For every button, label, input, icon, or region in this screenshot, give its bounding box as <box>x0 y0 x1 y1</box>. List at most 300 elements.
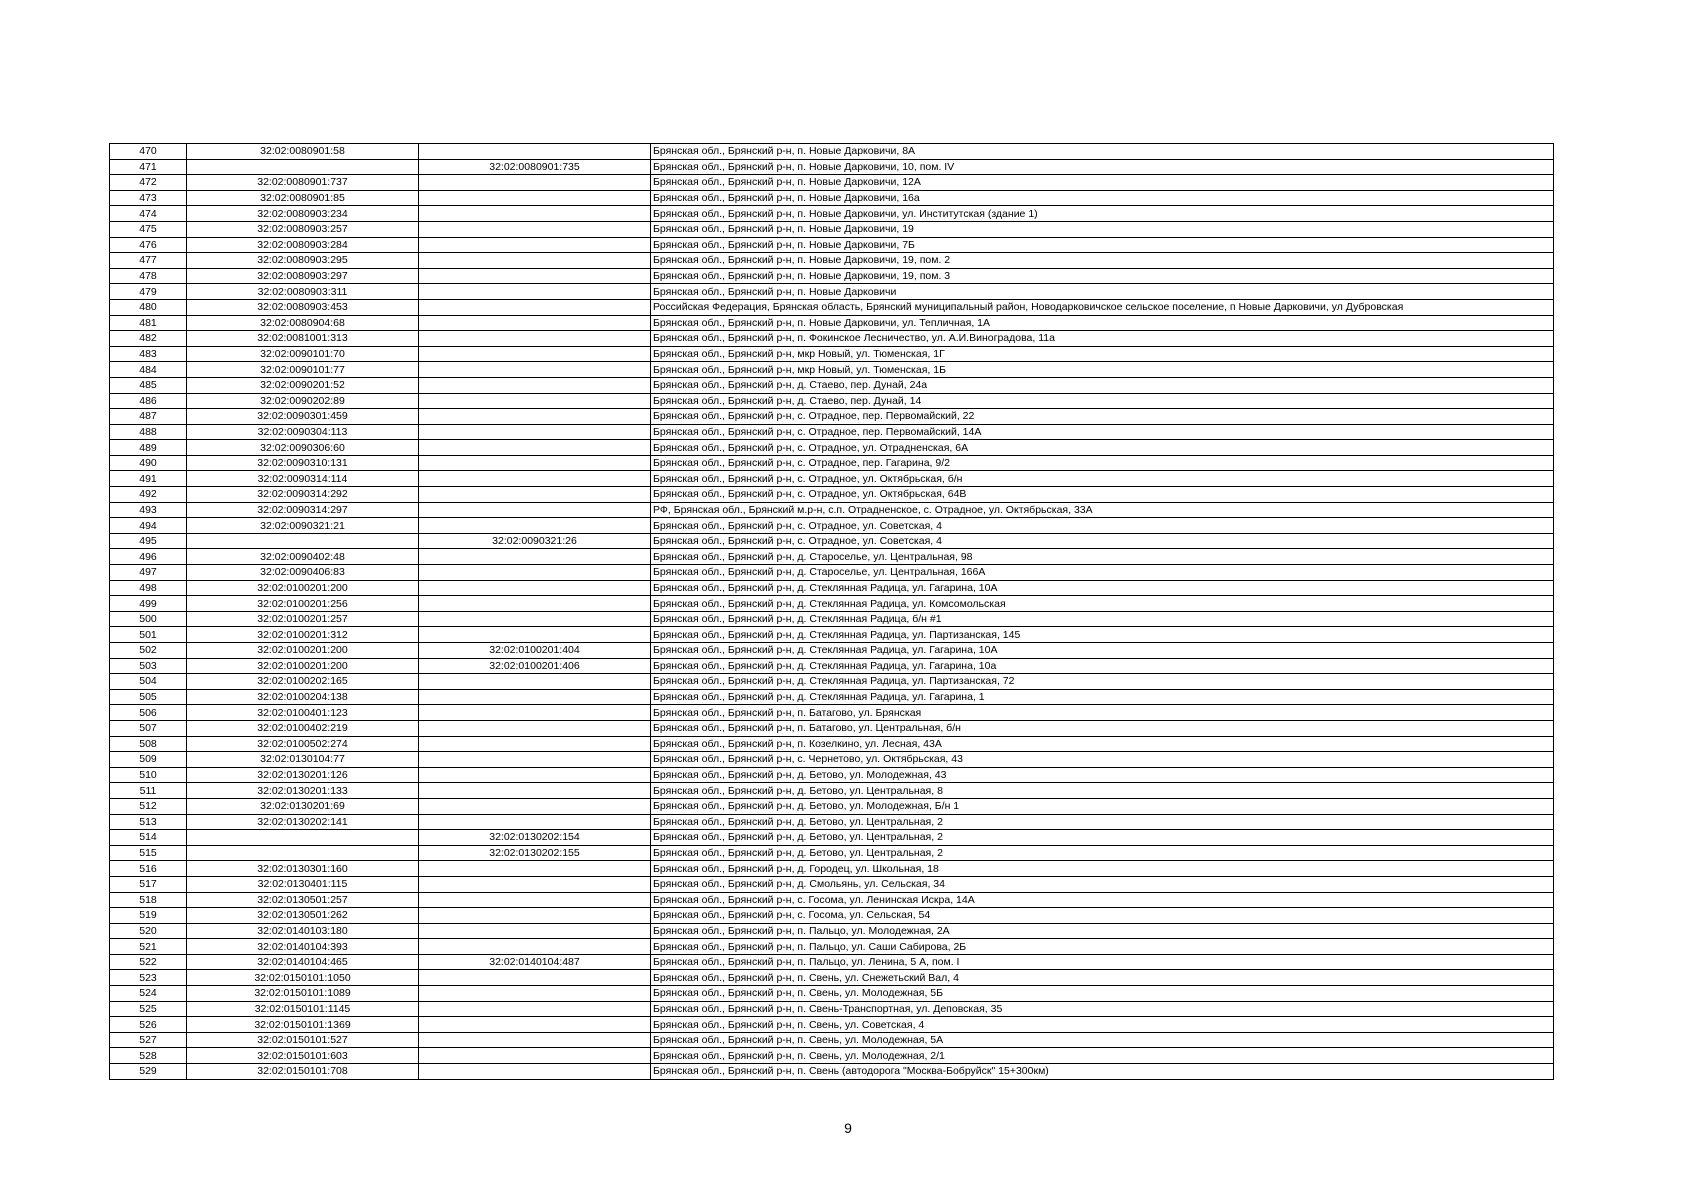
cadastral-number-cell: 32:02:0090202:89 <box>187 393 419 409</box>
cadastral-number-cell <box>187 845 419 861</box>
row-number-cell: 479 <box>110 284 187 300</box>
linked-cadastral-number-cell <box>419 1064 651 1080</box>
cadastral-number-cell: 32:02:0080903:311 <box>187 284 419 300</box>
row-number-cell: 503 <box>110 658 187 674</box>
table-row <box>110 643 1554 659</box>
cadastral-number-cell: 32:02:0080901:58 <box>187 144 419 160</box>
address-cell: Брянская обл., Брянский р-н, д. Бетово, ул. Молодежная, 43 <box>651 767 1554 783</box>
linked-cadastral-number-cell <box>419 1001 651 1017</box>
address-cell: Брянская обл., Брянский р-н, с. Отрадное, пер. Гагарина, 9/2 <box>651 455 1554 471</box>
row-number-cell: 485 <box>110 377 187 393</box>
table-row <box>110 268 1554 284</box>
table-row <box>110 331 1554 347</box>
table-row <box>110 674 1554 690</box>
address-cell: Брянская обл., Брянский р-н, д. Бетово, ул. Центральная, 2 <box>651 830 1554 846</box>
row-number-cell: 514 <box>110 830 187 846</box>
table-row <box>110 487 1554 503</box>
cadastral-number-cell: 32:02:0100201:257 <box>187 611 419 627</box>
table-row <box>110 736 1554 752</box>
cadastral-number-cell: 32:02:0100201:200 <box>187 643 419 659</box>
address-cell: Брянская обл., Брянский р-н, п. Новые Дарковичи, ул. Институтская (здание 1) <box>651 206 1554 222</box>
table-row <box>110 253 1554 269</box>
row-number-cell: 504 <box>110 674 187 690</box>
address-cell: Брянская обл., Брянский р-н, с. Отрадное, ул. Отрадненская, 6А <box>651 440 1554 456</box>
address-cell: Брянская обл., Брянский р-н, д. Бетово, ул. Молодежная, Б/н 1 <box>651 798 1554 814</box>
table-row <box>110 845 1554 861</box>
address-cell: Брянская обл., Брянский р-н, п. Новые Дарковичи, 8А <box>651 144 1554 160</box>
address-cell: Брянская обл., Брянский р-н, п. Свень (автодорога "Москва-Бобруйск" 15+300км) <box>651 1064 1554 1080</box>
table-row <box>110 752 1554 768</box>
row-number-cell: 498 <box>110 580 187 596</box>
table-row <box>110 876 1554 892</box>
linked-cadastral-number-cell <box>419 908 651 924</box>
row-number-cell: 476 <box>110 237 187 253</box>
row-number-cell: 482 <box>110 331 187 347</box>
address-cell: Брянская обл., Брянский р-н, п. Пальцо, ул. Саши Сабирова, 2Б <box>651 939 1554 955</box>
cadastral-number-cell: 32:02:0090101:70 <box>187 346 419 362</box>
cadastral-number-cell: 32:02:0100202:165 <box>187 674 419 690</box>
linked-cadastral-number-cell <box>419 736 651 752</box>
address-cell: Брянская обл., Брянский р-н, п. Новые Дарковичи, 12А <box>651 175 1554 191</box>
linked-cadastral-number-cell <box>419 409 651 425</box>
address-cell: Брянская обл., Брянский р-н, д. Староселье, ул. Центральная, 98 <box>651 549 1554 565</box>
linked-cadastral-number-cell <box>419 720 651 736</box>
address-cell: Брянская обл., Брянский р-н, д. Стеклянная Радица, ул. Гагарина, 1 <box>651 689 1554 705</box>
cadastral-number-cell: 32:02:0090406:83 <box>187 565 419 581</box>
table-row <box>110 689 1554 705</box>
table-row <box>110 221 1554 237</box>
cadastral-number-cell: 32:02:0080903:257 <box>187 221 419 237</box>
table-row <box>110 908 1554 924</box>
linked-cadastral-number-cell <box>419 674 651 690</box>
address-cell: Брянская обл., Брянский р-н, с. Отрадное, ул. Октябрьская, б/н <box>651 471 1554 487</box>
linked-cadastral-number-cell <box>419 471 651 487</box>
cadastral-number-cell: 32:02:0130301:160 <box>187 861 419 877</box>
address-cell: Брянская обл., Брянский р-н, п. Пальцо, ул. Молодежная, 2А <box>651 923 1554 939</box>
address-cell: Брянская обл., Брянский р-н, с. Отрадное, пер. Первомайский, 22 <box>651 409 1554 425</box>
table-row <box>110 299 1554 315</box>
table-row <box>110 346 1554 362</box>
row-number-cell: 517 <box>110 876 187 892</box>
linked-cadastral-number-cell <box>419 1017 651 1033</box>
row-number-cell: 525 <box>110 1001 187 1017</box>
linked-cadastral-number-cell <box>419 377 651 393</box>
table-row <box>110 892 1554 908</box>
table-row <box>110 455 1554 471</box>
linked-cadastral-number-cell <box>419 861 651 877</box>
linked-cadastral-number-cell <box>419 565 651 581</box>
linked-cadastral-number-cell <box>419 752 651 768</box>
cadastral-number-cell <box>187 830 419 846</box>
row-number-cell: 489 <box>110 440 187 456</box>
address-cell: РФ, Брянская обл., Брянский м.р-н, с.п. Отрадненское, с. Отрадное, ул. Октябрьская, 33А <box>651 502 1554 518</box>
row-number-cell: 522 <box>110 954 187 970</box>
address-cell: Брянская обл., Брянский р-н, с. Отрадное, ул. Октябрьская, 64В <box>651 487 1554 503</box>
table-row <box>110 533 1554 549</box>
address-cell: Брянская обл., Брянский р-н, п. Новые Дарковичи, 10, пом. IV <box>651 159 1554 175</box>
cadastral-number-cell: 32:02:0130201:69 <box>187 798 419 814</box>
address-cell: Брянская обл., Брянский р-н, д. Бетово, ул. Центральная, 2 <box>651 845 1554 861</box>
address-cell: Брянская обл., Брянский р-н, д. Стеклянная Радица, ул. Партизанская, 72 <box>651 674 1554 690</box>
cadastral-number-cell: 32:02:0140103:180 <box>187 923 419 939</box>
address-cell: Брянская обл., Брянский р-н, п. Новые Дарковичи, 19, пом. 3 <box>651 268 1554 284</box>
row-number-cell: 527 <box>110 1032 187 1048</box>
table-row <box>110 237 1554 253</box>
linked-cadastral-number-cell: 32:02:0100201:406 <box>419 658 651 674</box>
address-cell: Брянская обл., Брянский р-н, п. Свень-Транспортная, ул. Деповская, 35 <box>651 1001 1554 1017</box>
table-row <box>110 798 1554 814</box>
table-row <box>110 954 1554 970</box>
linked-cadastral-number-cell <box>419 440 651 456</box>
row-number-cell: 491 <box>110 471 187 487</box>
linked-cadastral-number-cell <box>419 876 651 892</box>
table-row <box>110 970 1554 986</box>
address-cell: Брянская обл., Брянский р-н, с. Отрадное, ул. Советская, 4 <box>651 518 1554 534</box>
address-cell: Брянская обл., Брянский р-н, п. Пальцо, ул. Ленина, 5 А, пом. I <box>651 954 1554 970</box>
table-row <box>110 861 1554 877</box>
row-number-cell: 518 <box>110 892 187 908</box>
linked-cadastral-number-cell <box>419 190 651 206</box>
cadastral-number-cell: 32:02:0130202:141 <box>187 814 419 830</box>
cadastral-number-cell: 32:02:0090310:131 <box>187 455 419 471</box>
row-number-cell: 494 <box>110 518 187 534</box>
cadastral-number-cell: 32:02:0100402:219 <box>187 720 419 736</box>
address-cell: Брянская обл., Брянский р-н, п. Свень, ул. Молодежная, 5А <box>651 1032 1554 1048</box>
cadastral-number-cell: 32:02:0130501:257 <box>187 892 419 908</box>
address-cell: Брянская обл., Брянский р-н, д. Стаево, пер. Дунай, 14 <box>651 393 1554 409</box>
table-row <box>110 471 1554 487</box>
linked-cadastral-number-cell: 32:02:0100201:404 <box>419 643 651 659</box>
cadastral-number-cell: 32:02:0090306:60 <box>187 440 419 456</box>
table-row <box>110 814 1554 830</box>
table-row <box>110 1064 1554 1080</box>
address-cell: Брянская обл., Брянский р-н, п. Свень, ул. Молодежная, 2/1 <box>651 1048 1554 1064</box>
address-cell: Брянская обл., Брянский р-н, п. Козелкино, ул. Лесная, 43А <box>651 736 1554 752</box>
cadastral-number-cell: 32:02:0150101:527 <box>187 1032 419 1048</box>
table-row <box>110 783 1554 799</box>
row-number-cell: 515 <box>110 845 187 861</box>
cadastral-number-cell: 32:02:0100201:256 <box>187 596 419 612</box>
row-number-cell: 487 <box>110 409 187 425</box>
row-number-cell: 474 <box>110 206 187 222</box>
address-cell: Брянская обл., Брянский р-н, д. Городец, ул. Школьная, 18 <box>651 861 1554 877</box>
linked-cadastral-number-cell <box>419 1048 651 1064</box>
address-cell: Российская Федерация, Брянская область, Брянский муниципальный район, Новодарковичское сельское поселение, п Новые Дарковичи, ул Дубровская <box>651 299 1554 315</box>
linked-cadastral-number-cell <box>419 502 651 518</box>
row-number-cell: 501 <box>110 627 187 643</box>
address-cell: Брянская обл., Брянский р-н, д. Смольянь, ул. Сельская, 34 <box>651 876 1554 892</box>
cadastral-number-cell: 32:02:0080903:284 <box>187 237 419 253</box>
table-row <box>110 986 1554 1002</box>
address-cell: Брянская обл., Брянский р-н, д. Стеклянная Радица, б/н #1 <box>651 611 1554 627</box>
table-row <box>110 206 1554 222</box>
cadastral-number-cell: 32:02:0080904:68 <box>187 315 419 331</box>
cadastral-number-cell: 32:02:0140104:393 <box>187 939 419 955</box>
row-number-cell: 486 <box>110 393 187 409</box>
address-cell: Брянская обл., Брянский р-н, п. Новые Дарковичи, 19 <box>651 221 1554 237</box>
row-number-cell: 483 <box>110 346 187 362</box>
address-cell: Брянская обл., Брянский р-н, д. Бетово, ул. Центральная, 8 <box>651 783 1554 799</box>
linked-cadastral-number-cell <box>419 814 651 830</box>
linked-cadastral-number-cell <box>419 346 651 362</box>
row-number-cell: 523 <box>110 970 187 986</box>
row-number-cell: 524 <box>110 986 187 1002</box>
linked-cadastral-number-cell <box>419 487 651 503</box>
table-row <box>110 1048 1554 1064</box>
table-row <box>110 720 1554 736</box>
linked-cadastral-number-cell <box>419 518 651 534</box>
cadastral-number-cell: 32:02:0100204:138 <box>187 689 419 705</box>
cadastral-number-cell: 32:02:0150101:1089 <box>187 986 419 1002</box>
row-number-cell: 478 <box>110 268 187 284</box>
address-cell: Брянская обл., Брянский р-н, д. Стаево, пер. Дунай, 24а <box>651 377 1554 393</box>
address-cell: Брянская обл., Брянский р-н, мкр Новый, ул. Тюменская, 1Г <box>651 346 1554 362</box>
linked-cadastral-number-cell <box>419 424 651 440</box>
table-row <box>110 767 1554 783</box>
table-row <box>110 549 1554 565</box>
cadastral-number-cell: 32:02:0150101:1145 <box>187 1001 419 1017</box>
cadastral-number-cell: 32:02:0150101:1050 <box>187 970 419 986</box>
cadastral-number-cell: 32:02:0090321:21 <box>187 518 419 534</box>
row-number-cell: 508 <box>110 736 187 752</box>
cadastral-number-cell: 32:02:0100201:200 <box>187 658 419 674</box>
linked-cadastral-number-cell <box>419 362 651 378</box>
linked-cadastral-number-cell <box>419 611 651 627</box>
linked-cadastral-number-cell <box>419 175 651 191</box>
address-cell: Брянская обл., Брянский р-н, п. Новые Дарковичи, 19, пом. 2 <box>651 253 1554 269</box>
property-registry-table <box>109 143 1554 1080</box>
linked-cadastral-number-cell <box>419 455 651 471</box>
table-row <box>110 175 1554 191</box>
linked-cadastral-number-cell <box>419 596 651 612</box>
table-row <box>110 440 1554 456</box>
row-number-cell: 526 <box>110 1017 187 1033</box>
table-row <box>110 502 1554 518</box>
table-body <box>110 144 1554 1080</box>
table-row <box>110 580 1554 596</box>
table-row <box>110 159 1554 175</box>
cadastral-number-cell: 32:02:0080903:234 <box>187 206 419 222</box>
cadastral-number-cell: 32:02:0090314:292 <box>187 487 419 503</box>
row-number-cell: 511 <box>110 783 187 799</box>
table-row <box>110 424 1554 440</box>
cadastral-number-cell: 32:02:0130201:126 <box>187 767 419 783</box>
table-row <box>110 284 1554 300</box>
cadastral-number-cell: 32:02:0080903:453 <box>187 299 419 315</box>
document-page <box>109 143 1554 1080</box>
cadastral-number-cell <box>187 533 419 549</box>
linked-cadastral-number-cell <box>419 144 651 160</box>
row-number-cell: 513 <box>110 814 187 830</box>
linked-cadastral-number-cell <box>419 939 651 955</box>
cadastral-number-cell: 32:02:0130104:77 <box>187 752 419 768</box>
row-number-cell: 505 <box>110 689 187 705</box>
address-cell: Брянская обл., Брянский р-н, с. Госома, ул. Ленинская Искра, 14А <box>651 892 1554 908</box>
address-cell: Брянская обл., Брянский р-н, п. Новые Дарковичи, 16а <box>651 190 1554 206</box>
linked-cadastral-number-cell <box>419 237 651 253</box>
cadastral-number-cell: 32:02:0090314:114 <box>187 471 419 487</box>
row-number-cell: 480 <box>110 299 187 315</box>
address-cell: Брянская обл., Брянский р-н, п. Фокинское Лесничество, ул. А.И.Виноградова, 11а <box>651 331 1554 347</box>
cadastral-number-cell: 32:02:0100502:274 <box>187 736 419 752</box>
linked-cadastral-number-cell <box>419 783 651 799</box>
table-row <box>110 144 1554 160</box>
address-cell: Брянская обл., Брянский р-н, п. Батагово, ул. Центральная, б/н <box>651 720 1554 736</box>
row-number-cell: 510 <box>110 767 187 783</box>
cadastral-number-cell: 32:02:0150101:1369 <box>187 1017 419 1033</box>
table-row <box>110 315 1554 331</box>
linked-cadastral-number-cell: 32:02:0130202:154 <box>419 830 651 846</box>
cadastral-number-cell: 32:02:0100401:123 <box>187 705 419 721</box>
table-row <box>110 923 1554 939</box>
cadastral-number-cell: 32:02:0080901:85 <box>187 190 419 206</box>
table-row <box>110 627 1554 643</box>
cadastral-number-cell: 32:02:0090101:77 <box>187 362 419 378</box>
table-row <box>110 596 1554 612</box>
address-cell: Брянская обл., Брянский р-н, с. Отрадное, ул. Советская, 4 <box>651 533 1554 549</box>
row-number-cell: 519 <box>110 908 187 924</box>
linked-cadastral-number-cell <box>419 206 651 222</box>
row-number-cell: 500 <box>110 611 187 627</box>
row-number-cell: 472 <box>110 175 187 191</box>
linked-cadastral-number-cell <box>419 986 651 1002</box>
cadastral-number-cell: 32:02:0090304:113 <box>187 424 419 440</box>
row-number-cell: 490 <box>110 455 187 471</box>
linked-cadastral-number-cell <box>419 627 651 643</box>
row-number-cell: 502 <box>110 643 187 659</box>
linked-cadastral-number-cell <box>419 923 651 939</box>
row-number-cell: 473 <box>110 190 187 206</box>
cadastral-number-cell: 32:02:0090201:52 <box>187 377 419 393</box>
table-row <box>110 393 1554 409</box>
row-number-cell: 520 <box>110 923 187 939</box>
linked-cadastral-number-cell <box>419 331 651 347</box>
table-row <box>110 362 1554 378</box>
address-cell: Брянская обл., Брянский р-н, п. Свень, ул. Советская, 4 <box>651 1017 1554 1033</box>
cadastral-number-cell: 32:02:0100201:200 <box>187 580 419 596</box>
row-number-cell: 477 <box>110 253 187 269</box>
linked-cadastral-number-cell <box>419 315 651 331</box>
address-cell: Брянская обл., Брянский р-н, с. Отрадное, пер. Первомайский, 14А <box>651 424 1554 440</box>
linked-cadastral-number-cell <box>419 393 651 409</box>
address-cell: Брянская обл., Брянский р-н, с. Госома, ул. Сельская, 54 <box>651 908 1554 924</box>
row-number-cell: 507 <box>110 720 187 736</box>
table-row <box>110 1017 1554 1033</box>
linked-cadastral-number-cell: 32:02:0090321:26 <box>419 533 651 549</box>
linked-cadastral-number-cell <box>419 970 651 986</box>
cadastral-number-cell: 32:02:0130501:262 <box>187 908 419 924</box>
cadastral-number-cell: 32:02:0081001:313 <box>187 331 419 347</box>
cadastral-number-cell: 32:02:0090402:48 <box>187 549 419 565</box>
linked-cadastral-number-cell: 32:02:0080901:735 <box>419 159 651 175</box>
address-cell: Брянская обл., Брянский р-н, п. Новые Дарковичи <box>651 284 1554 300</box>
address-cell: Брянская обл., Брянский р-н, п. Батагово, ул. Брянская <box>651 705 1554 721</box>
linked-cadastral-number-cell <box>419 549 651 565</box>
row-number-cell: 471 <box>110 159 187 175</box>
row-number-cell: 528 <box>110 1048 187 1064</box>
table-row <box>110 565 1554 581</box>
linked-cadastral-number-cell: 32:02:0140104:487 <box>419 954 651 970</box>
linked-cadastral-number-cell <box>419 798 651 814</box>
address-cell: Брянская обл., Брянский р-н, д. Стеклянная Радица, ул. Партизанская, 145 <box>651 627 1554 643</box>
cadastral-number-cell: 32:02:0090314:297 <box>187 502 419 518</box>
address-cell: Брянская обл., Брянский р-н, д. Стеклянная Радица, ул. Гагарина, 10А <box>651 580 1554 596</box>
address-cell: Брянская обл., Брянский р-н, мкр Новый, ул. Тюменская, 1Б <box>651 362 1554 378</box>
address-cell: Брянская обл., Брянский р-н, д. Стеклянная Радица, ул. Гагарина, 10а <box>651 658 1554 674</box>
table-row <box>110 518 1554 534</box>
linked-cadastral-number-cell <box>419 221 651 237</box>
cadastral-number-cell: 32:02:0140104:465 <box>187 954 419 970</box>
cadastral-number-cell: 32:02:0150101:708 <box>187 1064 419 1080</box>
row-number-cell: 475 <box>110 221 187 237</box>
row-number-cell: 529 <box>110 1064 187 1080</box>
row-number-cell: 521 <box>110 939 187 955</box>
cadastral-number-cell: 32:02:0130201:133 <box>187 783 419 799</box>
row-number-cell: 488 <box>110 424 187 440</box>
linked-cadastral-number-cell: 32:02:0130202:155 <box>419 845 651 861</box>
cadastral-number-cell: 32:02:0080903:297 <box>187 268 419 284</box>
table-row <box>110 377 1554 393</box>
table-row <box>110 611 1554 627</box>
linked-cadastral-number-cell <box>419 1032 651 1048</box>
table-row <box>110 190 1554 206</box>
cadastral-number-cell <box>187 159 419 175</box>
linked-cadastral-number-cell <box>419 299 651 315</box>
row-number-cell: 509 <box>110 752 187 768</box>
table-row <box>110 939 1554 955</box>
address-cell: Брянская обл., Брянский р-н, д. Староселье, ул. Центральная, 166А <box>651 565 1554 581</box>
row-number-cell: 481 <box>110 315 187 331</box>
address-cell: Брянская обл., Брянский р-н, д. Бетово, ул. Центральная, 2 <box>651 814 1554 830</box>
linked-cadastral-number-cell <box>419 580 651 596</box>
row-number-cell: 492 <box>110 487 187 503</box>
address-cell: Брянская обл., Брянский р-н, д. Стеклянная Радица, ул. Гагарина, 10А <box>651 643 1554 659</box>
table-row <box>110 658 1554 674</box>
address-cell: Брянская обл., Брянский р-н, с. Чернетово, ул. Октябрьская, 43 <box>651 752 1554 768</box>
address-cell: Брянская обл., Брянский р-н, п. Новые Дарковичи, 7Б <box>651 237 1554 253</box>
table-row <box>110 705 1554 721</box>
address-cell: Брянская обл., Брянский р-н, п. Свень, ул. Молодежная, 5Б <box>651 986 1554 1002</box>
row-number-cell: 512 <box>110 798 187 814</box>
table-row <box>110 1001 1554 1017</box>
address-cell: Брянская обл., Брянский р-н, п. Новые Дарковичи, ул. Тепличная, 1А <box>651 315 1554 331</box>
row-number-cell: 497 <box>110 565 187 581</box>
table-row <box>110 1032 1554 1048</box>
row-number-cell: 495 <box>110 533 187 549</box>
row-number-cell: 496 <box>110 549 187 565</box>
cadastral-number-cell: 32:02:0090301:459 <box>187 409 419 425</box>
linked-cadastral-number-cell <box>419 892 651 908</box>
cadastral-number-cell: 32:02:0080903:295 <box>187 253 419 269</box>
linked-cadastral-number-cell <box>419 268 651 284</box>
row-number-cell: 499 <box>110 596 187 612</box>
cadastral-number-cell: 32:02:0080901:737 <box>187 175 419 191</box>
cadastral-number-cell: 32:02:0130401:115 <box>187 876 419 892</box>
row-number-cell: 470 <box>110 144 187 160</box>
linked-cadastral-number-cell <box>419 705 651 721</box>
linked-cadastral-number-cell <box>419 767 651 783</box>
address-cell: Брянская обл., Брянский р-н, п. Свень, ул. Снежетьский Вал, 4 <box>651 970 1554 986</box>
cadastral-number-cell: 32:02:0100201:312 <box>187 627 419 643</box>
linked-cadastral-number-cell <box>419 253 651 269</box>
linked-cadastral-number-cell <box>419 689 651 705</box>
page-number: 9 <box>844 1120 852 1136</box>
row-number-cell: 516 <box>110 861 187 877</box>
address-cell: Брянская обл., Брянский р-н, д. Стеклянная Радица, ул. Комсомольская <box>651 596 1554 612</box>
table-row <box>110 830 1554 846</box>
row-number-cell: 484 <box>110 362 187 378</box>
row-number-cell: 506 <box>110 705 187 721</box>
